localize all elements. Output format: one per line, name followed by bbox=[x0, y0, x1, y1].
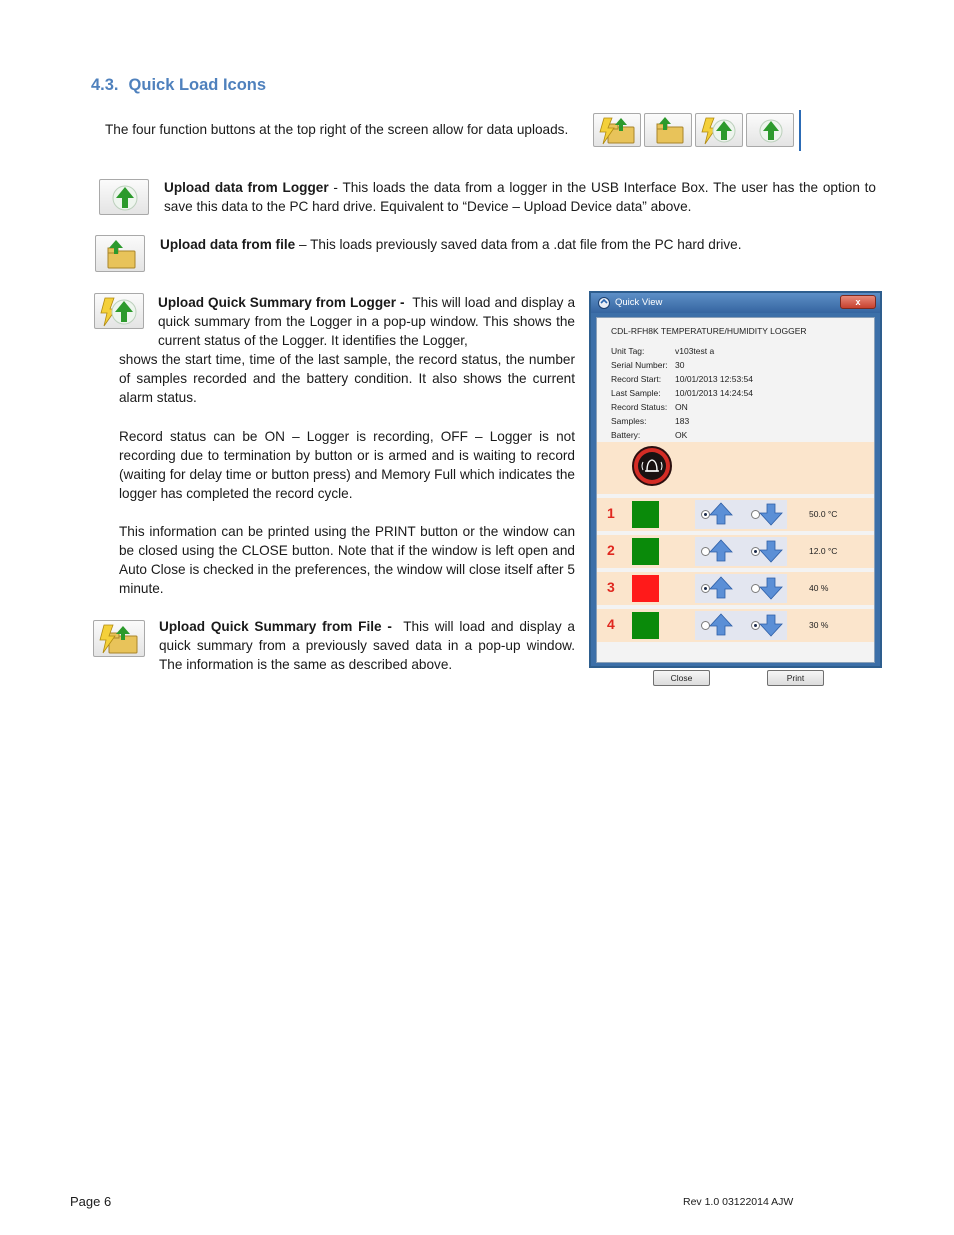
item-title: Upload Quick Summary from File - bbox=[159, 619, 392, 634]
print-button[interactable]: Print bbox=[767, 670, 824, 686]
print-close-paragraph: This information can be printed using the PRINT button or the window can be closed using the CLOSE button. Note that if the window is left open and Auto Close is checked in the preferences, the window will close itself after 5 minute. bbox=[119, 524, 575, 596]
arrow-down-icon bbox=[759, 576, 783, 600]
toolbar-upload-data-from-file-icon[interactable] bbox=[644, 113, 692, 147]
section-number: 4.3. bbox=[91, 76, 119, 94]
alarm-number: 4 bbox=[607, 616, 615, 632]
battery-label: Battery: bbox=[611, 430, 641, 440]
alarm-status-indicator bbox=[632, 501, 659, 528]
alarm-row bbox=[597, 498, 874, 531]
toolbar-upload-data-from-logger-icon[interactable] bbox=[746, 113, 794, 147]
record-status-label: Record Status: bbox=[611, 402, 668, 412]
samples-label: Samples: bbox=[611, 416, 647, 426]
alarm-direction-controls bbox=[695, 537, 787, 566]
upload-quick-summary-from-file-description: Upload Quick Summary from File - This will load and display a quick summary from a previously saved data in a pop-up window. The information is the same as described above. bbox=[159, 619, 575, 672]
alarm-row bbox=[597, 609, 874, 642]
arrow-up-icon bbox=[709, 576, 733, 600]
record-start-value: 10/01/2013 12:53:54 bbox=[675, 374, 753, 384]
alarm-bell-icon bbox=[632, 446, 672, 486]
logger-model-header: CDL-RFH8K TEMPERATURE/HUMIDITY LOGGER bbox=[611, 326, 807, 336]
upload-data-from-logger-icon bbox=[99, 179, 149, 215]
alarm-number: 2 bbox=[607, 542, 615, 558]
upload-data-from-file-icon bbox=[95, 235, 145, 272]
unit-tag-value: v103test a bbox=[675, 346, 715, 356]
alarm-threshold-value: 30 % bbox=[809, 620, 829, 630]
alarm-status-panel bbox=[597, 442, 874, 494]
arrow-up-icon bbox=[709, 613, 733, 637]
page-number: Page 6 bbox=[70, 1194, 112, 1209]
alarm-direction-controls bbox=[695, 500, 787, 529]
upload-data-from-file-description: Upload data from file – This loads previously saved data from a .dat file from the PC hard drive. bbox=[160, 237, 742, 252]
quick-view-window bbox=[589, 291, 882, 683]
arrow-up-icon bbox=[709, 502, 733, 526]
arrow-down-icon bbox=[759, 502, 783, 526]
toolbar-upload-quick-summary-from-logger-icon[interactable] bbox=[695, 113, 743, 147]
samples-value: 183 bbox=[675, 416, 690, 426]
alarm-direction-controls bbox=[695, 574, 787, 603]
last-sample-label: Last Sample: bbox=[611, 388, 661, 398]
arrow-down-icon bbox=[759, 539, 783, 563]
last-sample-value: 10/01/2013 14:24:54 bbox=[675, 388, 753, 398]
battery-value: OK bbox=[675, 430, 688, 440]
alarm-threshold-value: 12.0 °C bbox=[809, 546, 838, 556]
alarm-status-indicator bbox=[632, 538, 659, 565]
item-title: Upload Quick Summary from Logger - bbox=[158, 295, 405, 310]
upload-quick-summary-from-file-icon bbox=[93, 620, 145, 657]
intro-paragraph: The four function buttons at the top right of the screen allow for data uploads. bbox=[105, 122, 569, 137]
record-start-label: Record Start: bbox=[611, 374, 662, 384]
quick-view-body bbox=[596, 317, 875, 683]
section-heading bbox=[91, 76, 266, 95]
quick-view-title: Quick View bbox=[615, 297, 663, 308]
quick-load-toolbar bbox=[589, 110, 801, 151]
alarm-number: 3 bbox=[607, 579, 615, 595]
alarm-row bbox=[597, 572, 874, 605]
item-title: Upload data from file bbox=[160, 237, 296, 252]
revision-label: Rev 1.0 03122014 AJW bbox=[683, 1196, 794, 1208]
toolbar-upload-quick-summary-from-file-icon[interactable] bbox=[593, 113, 641, 147]
record-status-paragraph: Record status can be ON – Logger is recording, OFF – Logger is not recording due to termination by button or is armed and is waiting to record (waiting for delay time or button press) and Memory Full which indicates the logger has completed the record cycle. bbox=[119, 429, 575, 501]
alarm-number: 1 bbox=[607, 505, 615, 521]
item-title: Upload data from Logger bbox=[164, 180, 329, 195]
upload-data-from-logger-description: Upload data from Logger - This loads the data from a logger in the USB Interface Box. The user has the option to save this data to the PC hard drive. Equivalent to “Device – Upload Device data” above. bbox=[164, 180, 876, 214]
upload-quick-summary-from-logger-icon bbox=[94, 293, 144, 329]
close-button[interactable]: Close bbox=[653, 670, 710, 686]
record-status-value: ON bbox=[675, 402, 688, 412]
quick-view-app-icon bbox=[598, 297, 610, 309]
window-close-button[interactable]: x bbox=[840, 295, 876, 309]
upload-quick-summary-from-logger-description: Upload Quick Summary from Logger - This will load and display a quick summary from the Logger in a pop-up window. This shows the current status of the Logger. It identifies the Logger, bbox=[158, 295, 576, 348]
upload-quick-summary-from-logger-description-continued: shows the start time, time of the last sample, the record status, the number of samples recorded and the battery condition. It also shows the current alarm status. bbox=[119, 352, 575, 405]
unit-tag-label: Unit Tag: bbox=[611, 346, 645, 356]
alarm-status-indicator bbox=[632, 575, 659, 602]
arrow-up-icon bbox=[709, 539, 733, 563]
section-title: Quick Load Icons bbox=[128, 76, 267, 94]
arrow-down-icon bbox=[759, 613, 783, 637]
toolbar-divider bbox=[799, 110, 801, 151]
alarm-status-indicator bbox=[632, 612, 659, 639]
alarm-threshold-value: 50.0 °C bbox=[809, 509, 838, 519]
alarm-row bbox=[597, 535, 874, 568]
alarm-threshold-value: 40 % bbox=[809, 583, 829, 593]
serial-number-label: Serial Number: bbox=[611, 360, 668, 370]
serial-number-value: 30 bbox=[675, 360, 685, 370]
alarm-direction-controls bbox=[695, 611, 787, 640]
quick-view-titlebar bbox=[591, 293, 880, 313]
